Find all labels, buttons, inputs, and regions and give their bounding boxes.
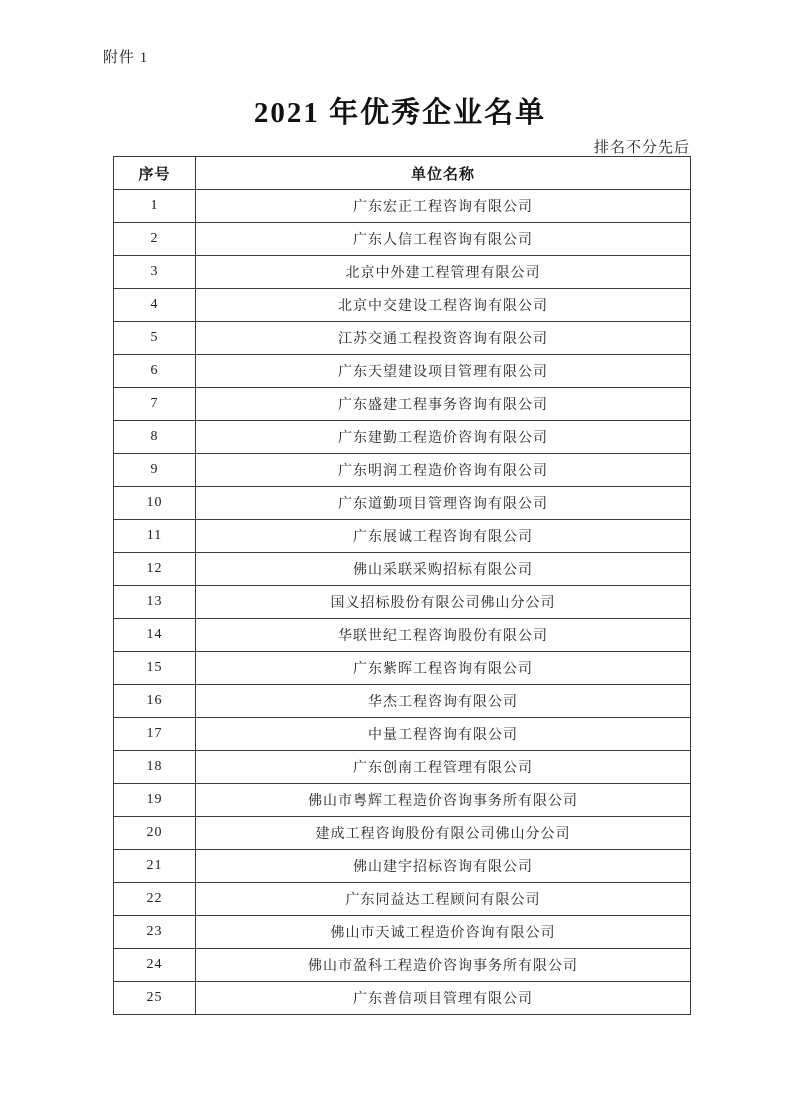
table-row xyxy=(114,322,691,355)
header-cell-no: 序号 xyxy=(114,157,196,190)
company-name-cell: 广东道勤项目管理咨询有限公司 xyxy=(196,487,691,520)
row-number-cell: 12 xyxy=(114,553,196,586)
row-number-cell: 10 xyxy=(114,487,196,520)
company-name-cell: 国义招标股份有限公司佛山分公司 xyxy=(196,586,691,619)
table-row xyxy=(114,652,691,685)
company-name-cell: 北京中交建设工程咨询有限公司 xyxy=(196,289,691,322)
row-number-cell: 3 xyxy=(114,256,196,289)
table-row xyxy=(114,751,691,784)
row-number-cell: 21 xyxy=(114,850,196,883)
company-name-cell: 广东建勤工程造价咨询有限公司 xyxy=(196,421,691,454)
table-row xyxy=(114,850,691,883)
company-name-cell: 佛山采联采购招标有限公司 xyxy=(196,553,691,586)
table-row xyxy=(114,586,691,619)
row-number-cell: 14 xyxy=(114,619,196,652)
rank-note: 排名不分先后 xyxy=(593,140,690,156)
table-row xyxy=(114,421,691,454)
page-title: 2021 年优秀企业名单 xyxy=(253,97,547,129)
row-number-cell: 1 xyxy=(114,190,196,223)
row-number-cell: 15 xyxy=(114,652,196,685)
row-number-cell: 8 xyxy=(114,421,196,454)
row-number-cell: 7 xyxy=(114,388,196,421)
table-row xyxy=(114,454,691,487)
header-row xyxy=(114,157,691,190)
table-row xyxy=(114,685,691,718)
company-name-cell: 广东人信工程咨询有限公司 xyxy=(196,223,691,256)
table-row xyxy=(114,520,691,553)
table-row xyxy=(114,487,691,520)
table-row xyxy=(114,883,691,916)
row-number-cell: 2 xyxy=(114,223,196,256)
company-name-cell: 佛山市天诚工程造价咨询有限公司 xyxy=(196,916,691,949)
company-name-cell: 北京中外建工程管理有限公司 xyxy=(196,256,691,289)
row-number-cell: 13 xyxy=(114,586,196,619)
table-row xyxy=(114,817,691,850)
table-row xyxy=(114,190,691,223)
row-number-cell: 5 xyxy=(114,322,196,355)
company-name-cell: 江苏交通工程投资咨询有限公司 xyxy=(196,322,691,355)
row-number-cell: 25 xyxy=(114,982,196,1015)
attachment-label: 附件 1 xyxy=(103,50,149,66)
company-name-cell: 广东宏正工程咨询有限公司 xyxy=(196,190,691,223)
company-table xyxy=(113,156,691,1015)
row-number-cell: 23 xyxy=(114,916,196,949)
row-number-cell: 20 xyxy=(114,817,196,850)
row-number-cell: 19 xyxy=(114,784,196,817)
table-row xyxy=(114,256,691,289)
row-number-cell: 24 xyxy=(114,949,196,982)
row-number-cell: 11 xyxy=(114,520,196,553)
table-row xyxy=(114,388,691,421)
row-number-cell: 4 xyxy=(114,289,196,322)
table-row xyxy=(114,718,691,751)
table-row xyxy=(114,916,691,949)
company-name-cell: 广东明润工程造价咨询有限公司 xyxy=(196,454,691,487)
company-name-cell: 广东天望建设项目管理有限公司 xyxy=(196,355,691,388)
table-row xyxy=(114,223,691,256)
company-name-cell: 广东紫晖工程咨询有限公司 xyxy=(196,652,691,685)
company-name-cell: 佛山建宇招标咨询有限公司 xyxy=(196,850,691,883)
company-name-cell: 广东同益达工程顾问有限公司 xyxy=(196,883,691,916)
row-number-cell: 17 xyxy=(114,718,196,751)
row-number-cell: 22 xyxy=(114,883,196,916)
table-row xyxy=(114,553,691,586)
company-name-cell: 广东盛建工程事务咨询有限公司 xyxy=(196,388,691,421)
table-row xyxy=(114,289,691,322)
company-name-cell: 广东展诚工程咨询有限公司 xyxy=(196,520,691,553)
company-name-cell: 中量工程咨询有限公司 xyxy=(196,718,691,751)
table-header xyxy=(114,157,691,190)
company-name-cell: 广东创南工程管理有限公司 xyxy=(196,751,691,784)
company-name-cell: 广东普信项目管理有限公司 xyxy=(196,982,691,1015)
company-name-cell: 佛山市粤辉工程造价咨询事务所有限公司 xyxy=(196,784,691,817)
row-number-cell: 9 xyxy=(114,454,196,487)
table-body xyxy=(114,190,691,1015)
company-name-cell: 建成工程咨询股份有限公司佛山分公司 xyxy=(196,817,691,850)
company-name-cell: 华联世纪工程咨询股份有限公司 xyxy=(196,619,691,652)
table-row xyxy=(114,784,691,817)
row-number-cell: 16 xyxy=(114,685,196,718)
table-row xyxy=(114,619,691,652)
row-number-cell: 18 xyxy=(114,751,196,784)
row-number-cell: 6 xyxy=(114,355,196,388)
table-row xyxy=(114,949,691,982)
company-name-cell: 佛山市盈科工程造价咨询事务所有限公司 xyxy=(196,949,691,982)
company-name-cell: 华杰工程咨询有限公司 xyxy=(196,685,691,718)
table-row xyxy=(114,982,691,1015)
table-row xyxy=(114,355,691,388)
header-cell-name: 单位名称 xyxy=(196,157,691,190)
